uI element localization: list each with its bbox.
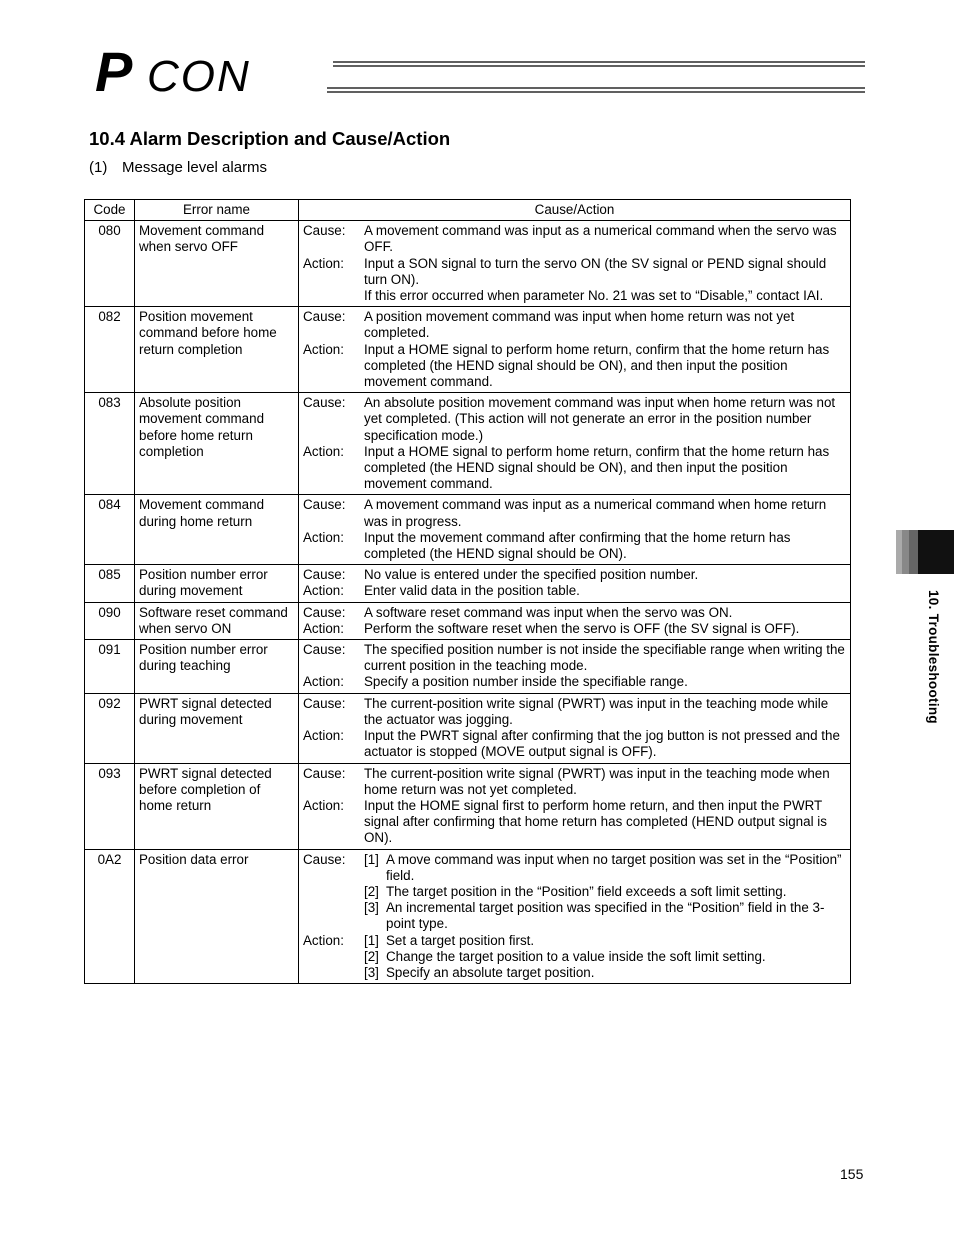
- alarm-code: 080: [85, 221, 135, 307]
- side-tab-shade: [896, 530, 918, 574]
- cause-text: [364, 395, 846, 444]
- action-text-item: [364, 965, 846, 981]
- item-number: [1]: [364, 932, 379, 948]
- action-text: [364, 674, 846, 690]
- subsection-number: (1): [89, 159, 108, 176]
- item-text: An incremental target position was specified in the “Position” field in the 3-point type.: [386, 900, 825, 932]
- cause-text: [364, 696, 846, 728]
- alarm-name: Absolute position movement command before home return completion: [135, 393, 299, 495]
- table-row: [85, 763, 851, 849]
- alarm-name: Position number error during teaching: [135, 640, 299, 694]
- action-label: Action:: [303, 583, 344, 599]
- cause-text-line: An absolute position movement command was input when home return was not yet completed. (This action will not generate an error in the position number specification mode.): [364, 395, 836, 443]
- table-header-row: [85, 200, 851, 221]
- cause-text-line: A software reset command was input when the servo was ON.: [364, 604, 733, 620]
- action-text-line: Input a HOME signal to perform home return, confirm that the home return has completed (the HEND signal should be ON), and then input the position movement command.: [364, 341, 830, 390]
- cause-action-cell: [299, 640, 851, 694]
- cause-text-line: A position movement command was input when home return was not yet completed.: [364, 309, 795, 341]
- action-text-line: Input a HOME signal to perform home return, confirm that the home return has completed (the HEND signal should be ON), and then input the position movement command.: [364, 443, 830, 492]
- cause-action-cell: [299, 602, 851, 639]
- cause-row: [303, 497, 846, 529]
- cause-text-item: [364, 884, 846, 900]
- cause-row: [303, 223, 846, 255]
- svg-text:CON: CON: [147, 52, 251, 96]
- cause-label: Cause:: [303, 604, 346, 620]
- action-row: [303, 728, 846, 760]
- alarm-code: 090: [85, 602, 135, 639]
- cause-row: [303, 605, 846, 621]
- cause-row: [303, 642, 846, 674]
- pcon-logo: [95, 46, 865, 96]
- cause-row: [303, 852, 846, 933]
- table-row: [85, 602, 851, 639]
- cause-action-cell: [299, 763, 851, 849]
- action-label: Action:: [303, 443, 344, 459]
- action-label: Action:: [303, 341, 344, 357]
- alarm-code: 092: [85, 693, 135, 763]
- table-row: [85, 849, 851, 984]
- table-row: [85, 393, 851, 495]
- action-label: Action:: [303, 255, 344, 271]
- item-text: A move command was input when no target position was set in the “Position” field.: [386, 851, 842, 883]
- cause-text-item: [364, 900, 846, 932]
- action-text-line: Input the HOME signal first to perform home return, and then input the PWRT signal after confirming that home return has completed (HEND output signal is ON).: [364, 797, 827, 846]
- alarm-name: Software reset command when servo ON: [135, 602, 299, 639]
- action-text-line: Perform the software reset when the servo is OFF (the SV signal is OFF).: [364, 620, 800, 636]
- action-row: [303, 674, 846, 690]
- table-row: [85, 693, 851, 763]
- item-number: [2]: [364, 883, 379, 899]
- cause-action-cell: [299, 495, 851, 565]
- cause-row: [303, 395, 846, 444]
- item-number: [3]: [364, 964, 379, 980]
- action-label: Action:: [303, 728, 344, 744]
- subsection-title: Message level alarms: [122, 159, 268, 176]
- cause-text: [364, 766, 846, 798]
- alarm-code: 083: [85, 393, 135, 495]
- table-row: [85, 221, 851, 307]
- cause-text: [364, 223, 846, 255]
- cause-text: [364, 309, 846, 341]
- table-row: [85, 495, 851, 565]
- cause-text-item: [364, 852, 846, 884]
- action-row: [303, 583, 846, 599]
- cause-action-cell: [299, 693, 851, 763]
- alarm-name: Movement command during home return: [135, 495, 299, 565]
- alarm-name: Position movement command before home return completion: [135, 307, 299, 393]
- action-text: [364, 444, 846, 493]
- cause-text: [364, 567, 846, 583]
- section-title: 10.4 Alarm Description and Cause/Action: [89, 128, 451, 149]
- cause-text: [364, 497, 846, 529]
- table-row: [85, 640, 851, 694]
- cause-text-line: The specified position number is not inside the specifiable range when writing the current position in the teaching mode.: [364, 642, 845, 674]
- table-row: [85, 565, 851, 602]
- alarm-code: 093: [85, 763, 135, 849]
- alarm-code: 0A2: [85, 849, 135, 984]
- action-text: [364, 933, 846, 982]
- svg-text:P: P: [95, 46, 133, 96]
- cause-label: Cause:: [303, 395, 346, 411]
- action-text-item: [364, 949, 846, 965]
- item-text: Set a target position first.: [386, 932, 535, 948]
- alarm-table: [84, 199, 851, 984]
- action-text: [364, 728, 846, 760]
- action-text-line: Enter valid data in the position table.: [364, 583, 580, 599]
- alarm-code: 084: [85, 495, 135, 565]
- action-text: [364, 583, 846, 599]
- action-text: [364, 530, 846, 562]
- cause-label: Cause:: [303, 695, 346, 711]
- cause-row: [303, 696, 846, 728]
- action-text: [364, 798, 846, 847]
- cause-label: Cause:: [303, 851, 346, 867]
- cause-action-header: Cause/Action: [299, 200, 851, 221]
- cause-action-cell: [299, 307, 851, 393]
- action-text-line: Input the PWRT signal after confirming that the jog button is not pressed and the actuator is stopped (MOVE output signal is OFF).: [364, 728, 840, 760]
- action-text: [364, 342, 846, 391]
- action-text-line: Input the movement command after confirming that the home return has completed (the HEND signal should be ON).: [364, 529, 791, 562]
- action-label: Action:: [303, 529, 344, 545]
- cause-action-cell: [299, 221, 851, 307]
- item-number: [2]: [364, 948, 379, 964]
- cause-label: Cause:: [303, 497, 346, 513]
- cause-text-line: The current-position write signal (PWRT) was input in the teaching mode when home return was not yet completed.: [364, 765, 830, 797]
- subsection-heading: [89, 159, 267, 176]
- action-text-item: [364, 933, 846, 949]
- cause-label: Cause:: [303, 309, 346, 325]
- action-label: Action:: [303, 797, 344, 813]
- alarm-name: PWRT signal detected during movement: [135, 693, 299, 763]
- action-label: Action:: [303, 674, 344, 690]
- alarm-code: 082: [85, 307, 135, 393]
- cause-action-cell: [299, 849, 851, 984]
- cause-label: Cause:: [303, 567, 346, 583]
- cause-text-line: A movement command was input as a numerical command when home return was in progress.: [364, 497, 827, 529]
- cause-text: [364, 605, 846, 621]
- side-tab-marker: [918, 530, 954, 574]
- action-label: Action:: [303, 620, 344, 636]
- action-row: [303, 256, 846, 305]
- cause-text: [364, 852, 846, 933]
- alarm-code: 091: [85, 640, 135, 694]
- action-text-line: If this error occurred when parameter No. 21 was set to “Disable,” contact IAI.: [364, 288, 824, 304]
- cause-text-line: The current-position write signal (PWRT) was input in the teaching mode while the actuator was jogging.: [364, 695, 829, 727]
- action-row: [303, 933, 846, 982]
- cause-text-line: No value is entered under the specified position number.: [364, 567, 699, 583]
- action-row: [303, 798, 846, 847]
- action-row: [303, 342, 846, 391]
- action-label: Action:: [303, 932, 344, 948]
- table-row: [85, 307, 851, 393]
- cause-row: [303, 309, 846, 341]
- action-text: [364, 621, 846, 637]
- action-text: [364, 256, 846, 305]
- action-row: [303, 530, 846, 562]
- alarm-name: Position number error during movement: [135, 565, 299, 602]
- action-text-line: Input a SON signal to turn the servo ON (the SV signal or PEND signal should turn ON).: [364, 255, 827, 287]
- cause-label: Cause:: [303, 223, 346, 239]
- alarm-name: PWRT signal detected before completion of home return: [135, 763, 299, 849]
- alarm-name: Position data error: [135, 849, 299, 984]
- cause-label: Cause:: [303, 765, 346, 781]
- item-text: Specify an absolute target position.: [386, 964, 595, 980]
- action-row: [303, 444, 846, 493]
- cause-text-line: A movement command was input as a numerical command when the servo was OFF.: [364, 223, 837, 255]
- cause-row: [303, 567, 846, 583]
- alarm-table-body: [85, 221, 851, 984]
- page-number: 155: [840, 1166, 864, 1182]
- cause-text: [364, 642, 846, 674]
- alarm-name: Movement command when servo OFF: [135, 221, 299, 307]
- action-row: [303, 621, 846, 637]
- cause-label: Cause:: [303, 642, 346, 658]
- cause-action-cell: [299, 565, 851, 602]
- error-name-header: Error name: [135, 200, 299, 221]
- chapter-side-label: 10. Troubleshooting: [926, 590, 941, 724]
- item-number: [3]: [364, 900, 379, 916]
- code-header: Code: [85, 200, 135, 221]
- alarm-code: 085: [85, 565, 135, 602]
- item-text: The target position in the “Position” field exceeds a soft limit setting.: [386, 883, 787, 899]
- action-text-line: Specify a position number inside the specifiable range.: [364, 674, 688, 690]
- cause-row: [303, 766, 846, 798]
- item-text: Change the target position to a value inside the soft limit setting.: [386, 948, 766, 964]
- item-number: [1]: [364, 851, 379, 867]
- cause-action-cell: [299, 393, 851, 495]
